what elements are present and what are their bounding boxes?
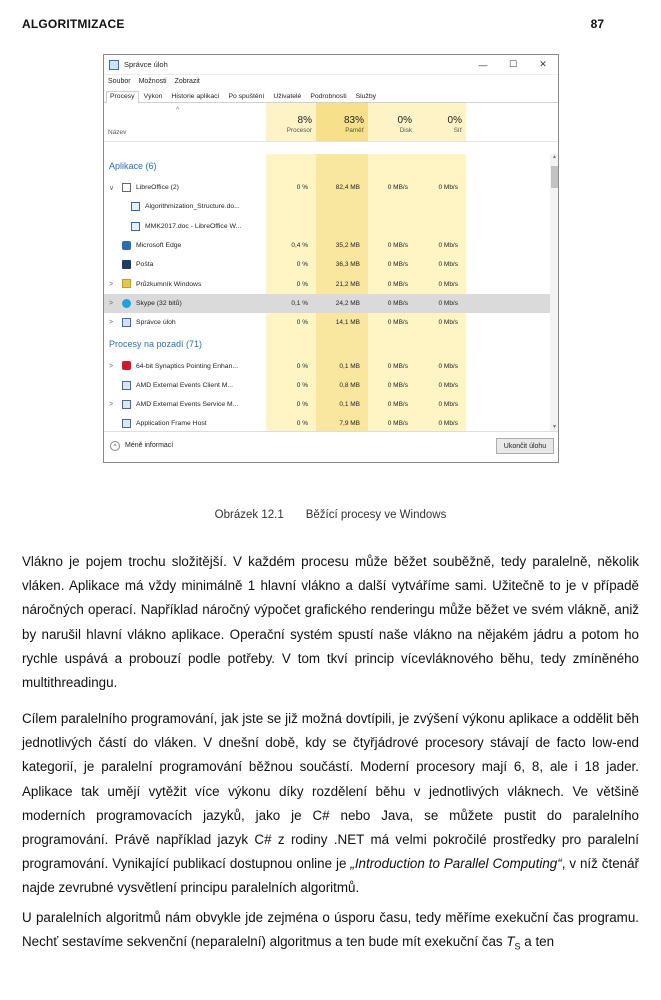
folder-icon (122, 279, 131, 288)
process-name: Správce úloh (136, 319, 176, 327)
process-net-value: 0 Mb/s (438, 299, 458, 307)
chevron-right-icon[interactable]: > (109, 319, 114, 327)
process-net-value: 0 Mb/s (438, 261, 458, 269)
publication-title: „Introduction to Parallel Computing“ (350, 856, 562, 872)
process-disk-value: 0 MB/s (387, 362, 408, 370)
process-name: MMK2017.doc - LibreOffice W... (145, 222, 242, 230)
chevron-right-icon[interactable]: > (109, 280, 114, 288)
process-row[interactable] (104, 274, 550, 293)
figure-caption-text: Běžící procesy ve Windows (305, 509, 447, 521)
process-mem-value: 0,1 MB (339, 401, 360, 409)
title-bar (104, 55, 558, 75)
tab-users[interactable]: Uživatelé (273, 93, 302, 100)
paragraph-text: , v níž čtenář najde zevrubné vysvětlení principu paralelních algoritmů. (22, 856, 640, 896)
process-net-value: 0 Mb/s (438, 280, 458, 288)
writer-icon (131, 202, 140, 211)
process-cpu-value: 0 % (296, 420, 308, 428)
process-name: AMD External Events Service M... (136, 401, 239, 409)
memory-label: Paměť (345, 127, 364, 134)
process-row[interactable] (104, 395, 550, 414)
task-manager-icon (109, 60, 119, 70)
process-disk-value: 0 MB/s (387, 319, 408, 327)
process-row[interactable] (104, 376, 550, 395)
process-cpu-value: 0 % (296, 362, 308, 370)
window-footer (104, 431, 558, 462)
chevron-right-icon[interactable]: > (109, 401, 114, 409)
tab-startup[interactable]: Po spuštění (228, 93, 265, 100)
process-name: AMD External Events Client M... (136, 381, 234, 389)
scroll-down-icon[interactable]: ▼ (552, 424, 557, 430)
process-net-value: 0 Mb/s (438, 184, 458, 192)
scroll-thumb[interactable] (551, 166, 558, 188)
process-disk-value: 0 MB/s (387, 261, 408, 269)
paragraph-threads: Vlákno je pojem trochu složitější. V každém procesu může běžet souběžně, tedy paralelně, několik vláken. Aplikace má vždy minimálně 1 hlavní vlákno a další vytváříme sami. Užitečně to je v případě náročných operací. Například náročný výpočet grafického renderingu může běžet ve svém vlákně, aniž by narušil hlavní vlákno aplikace. Operační systém spustí naše vlákno na nějakém jádru a potom ho rychle uspává a probouzí podle potřeby. V tom tkví princip vícevláknového běhu, tedy zmíněného multithreadingu. (22, 554, 639, 691)
document-icon (122, 183, 131, 192)
paragraph-text: Cílem paralelního programování, jak jste se již možná dovtípili, je zvýšení výkonu aplikace a oddělit běh jednotlivých částí do vláken. V dnešní době, kdy se čtyřjádrové procesory stávají de facto low-end kategorií, je paralelní programování běžnou součástí. Moderní procesory mají 6, 8, ale i 18 jader. Aplikace tak umějí vytěžit více výkonu díky rozdělení běhu v jednotlivých vláknech. Ve většině moderních programovacích jazyků, jako je C# nebo Java, se můžete pustit do paralelního programování. Právě například jazyk C# z rodiny .NET má velmi pokročilé prostředky pro paralelní programování. Vynikající publikací dostupnou online je (22, 711, 639, 872)
tab-services[interactable]: Služby (355, 93, 376, 100)
process-cpu-value: 0 % (296, 184, 308, 192)
process-net-value: 0 Mb/s (438, 420, 458, 428)
minimize-button[interactable]: — (478, 59, 488, 70)
fewer-details-link[interactable]: Méně informací (125, 442, 174, 449)
process-row[interactable] (104, 294, 550, 313)
process-cpu-value: 0 % (296, 381, 308, 389)
writer-icon (131, 222, 140, 231)
scroll-up-icon[interactable]: ▲ (552, 154, 557, 160)
process-mem-value: 0,8 MB (339, 381, 360, 389)
process-cpu-value: 0 % (296, 319, 308, 327)
network-total: 0% (447, 115, 462, 126)
paragraph-parallel-algorithms (22, 906, 639, 959)
column-memory[interactable] (316, 103, 368, 141)
mail-icon (122, 260, 131, 269)
network-label: Síť (453, 127, 462, 134)
process-mem-value: 14,1 MB (335, 319, 360, 327)
tab-strip (104, 88, 558, 103)
process-row[interactable] (104, 236, 550, 255)
task-manager-window (103, 54, 559, 463)
window-title: Správce úloh (124, 60, 168, 69)
chevron-right-icon[interactable]: > (109, 299, 114, 307)
process-name: Skype (32 bitů) (136, 299, 182, 307)
process-cpu-value: 0 % (296, 401, 308, 409)
math-subscript: S (514, 941, 521, 952)
process-mem-value: 82,4 MB (335, 184, 360, 192)
close-button[interactable]: ✕ (539, 59, 547, 69)
paragraph-text: U paralelních algoritmů nám obvykle jde zejména o úsporu času, tedy měříme exekuční čas programu. Nechť sestavíme sekvenční (neparalelní) algoritmus a ten bude mít exekuční čas (22, 910, 639, 950)
tab-app-history[interactable]: Historie aplikací (171, 93, 220, 100)
service-icon (122, 400, 131, 409)
process-cpu-value: 0 % (296, 280, 308, 288)
process-mem-value: 0,1 MB (339, 362, 360, 370)
paragraph-parallel-programming (22, 707, 639, 901)
process-disk-value: 0 MB/s (387, 184, 408, 192)
process-disk-value: 0 MB/s (387, 280, 408, 288)
process-mem-value: 24,2 MB (335, 299, 360, 307)
process-cpu-value: 0 % (296, 261, 308, 269)
chevron-down-icon[interactable]: ∨ (109, 184, 115, 192)
process-net-value: 0 Mb/s (438, 362, 458, 370)
process-mem-value: 7,9 MB (339, 420, 360, 428)
column-name[interactable]: Název (108, 129, 127, 136)
edge-icon (122, 241, 131, 250)
process-name: Microsoft Edge (136, 242, 182, 250)
disk-label: Disk (399, 127, 412, 134)
chevron-right-icon[interactable]: > (109, 362, 114, 370)
process-name: Application Frame Host (136, 420, 207, 428)
process-net-value: 0 Mb/s (438, 242, 458, 250)
process-mem-value: 35,2 MB (335, 242, 360, 250)
column-network[interactable] (416, 103, 466, 141)
service-icon (122, 419, 131, 428)
task-manager-icon (122, 318, 131, 327)
process-disk-value: 0 MB/s (387, 401, 408, 409)
figure-number: Obrázek 12.1 (214, 509, 284, 521)
menu-file[interactable]: Soubor (108, 78, 131, 85)
math-variable: T (506, 934, 515, 950)
process-disk-value: 0 MB/s (387, 242, 408, 250)
skype-icon (122, 299, 131, 308)
group-header[interactable]: Procesy na pozadí (71) (109, 339, 203, 350)
process-cpu-value: 0,4 % (291, 242, 308, 250)
process-net-value: 0 Mb/s (438, 319, 458, 327)
disk-total: 0% (397, 115, 412, 126)
chevron-up-icon[interactable]: ^ (110, 441, 120, 451)
menu-options[interactable]: Možnosti (138, 78, 167, 85)
tab-details[interactable]: Podrobnosti (310, 93, 347, 100)
memory-total: 83% (343, 115, 364, 126)
process-name: Průzkumník Windows (136, 280, 202, 288)
process-row[interactable] (104, 356, 550, 375)
end-task-button[interactable]: Ukončit úlohu (496, 438, 554, 454)
paragraph-text: a ten (520, 934, 555, 950)
process-list (104, 154, 550, 432)
column-header (104, 103, 558, 142)
process-disk-value: 0 MB/s (387, 299, 408, 307)
tab-processes[interactable]: Procesy (106, 91, 139, 103)
process-disk-value: 0 MB/s (387, 381, 408, 389)
column-cpu[interactable] (266, 103, 316, 141)
process-disk-value: 0 MB/s (387, 420, 408, 428)
sort-caret-icon: ^ (176, 107, 180, 114)
process-name: Pošta (136, 261, 154, 269)
process-row[interactable] (104, 197, 550, 216)
process-row[interactable] (104, 313, 550, 332)
process-net-value: 0 Mb/s (438, 381, 458, 389)
cpu-label: Procesor (286, 127, 312, 134)
figure-caption (0, 509, 661, 521)
process-name: LibreOffice (2) (136, 184, 179, 192)
maximize-button[interactable]: ☐ (508, 59, 518, 69)
page-number: 87 (590, 17, 604, 31)
process-name: 64-bit Synaptics Pointing Enhan... (136, 362, 239, 370)
process-row[interactable] (104, 178, 550, 197)
service-icon (122, 381, 131, 390)
cpu-total: 8% (297, 115, 312, 126)
menu-bar (104, 75, 558, 88)
process-mem-value: 36,3 MB (335, 261, 360, 269)
synaptics-icon (122, 361, 131, 370)
group-header[interactable]: Aplikace (6) (109, 161, 157, 171)
process-name: Algorithmization_Structure.do... (145, 203, 240, 211)
vertical-scrollbar[interactable] (550, 154, 559, 432)
menu-view[interactable]: Zobrazit (174, 78, 200, 85)
process-cpu-value: 0,1 % (291, 299, 308, 307)
process-net-value: 0 Mb/s (438, 401, 458, 409)
process-row[interactable] (104, 217, 550, 236)
process-mem-value: 21,2 MB (335, 280, 360, 288)
tab-performance[interactable]: Výkon (143, 93, 163, 100)
process-row[interactable] (104, 255, 550, 274)
column-disk[interactable] (368, 103, 416, 141)
running-header-title: ALGORITMIZACE (22, 17, 125, 31)
